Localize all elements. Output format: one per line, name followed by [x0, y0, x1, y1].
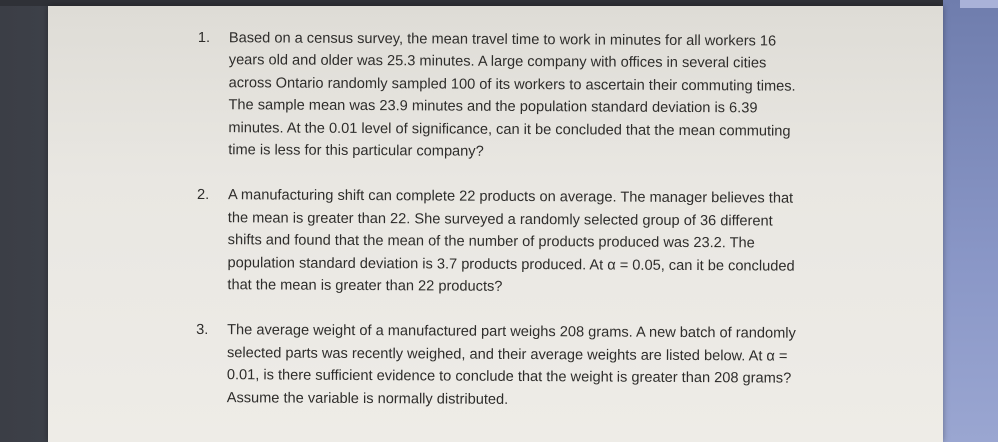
question-text: The average weight of a manufactured part weighs 208 grams. A new batch of randomly selected parts was recently weighed, and their average weights are listed below. At α = 0.01, is there sufficient evidence to conclude that the weight is greater than 208 grams? Assume the variable is normally distributed.: [226, 322, 796, 408]
question-text: Based on a census survey, the mean travel time to work in minutes for all workers 16 years old and older was 25.3 minutes. A large company with offices in several cities across Ontario randomly sampled 100 of its workers to ascertain their commuting times. The sample mean was 23.9 minutes and the population standard deviation is 6.39 minutes. At the 0.01 level of significance, can it be concluded that the mean commuting time is less for this particular company?: [228, 30, 796, 160]
right-background-strip: [943, 0, 998, 442]
question-text: A manufacturing shift can complete 22 products on average. The manager believes that the mean is greater than 22. She surveyed a randomly selected group of 36 different shifts and found that the mean of the number of products produced was 23.2. The population standard deviation is 3.7 products produced. At α = 0.05, can it be concluded that the mean is greater than 22 products?: [227, 187, 795, 295]
question-list: [196, 27, 848, 436]
question-number: 2.: [196, 187, 210, 204]
question-2: [196, 184, 847, 300]
question-3: [196, 319, 847, 413]
question-number: 1.: [197, 29, 211, 47]
right-background-highlight: [960, 0, 998, 8]
question-1: [197, 27, 848, 165]
question-number: 3.: [196, 322, 209, 339]
